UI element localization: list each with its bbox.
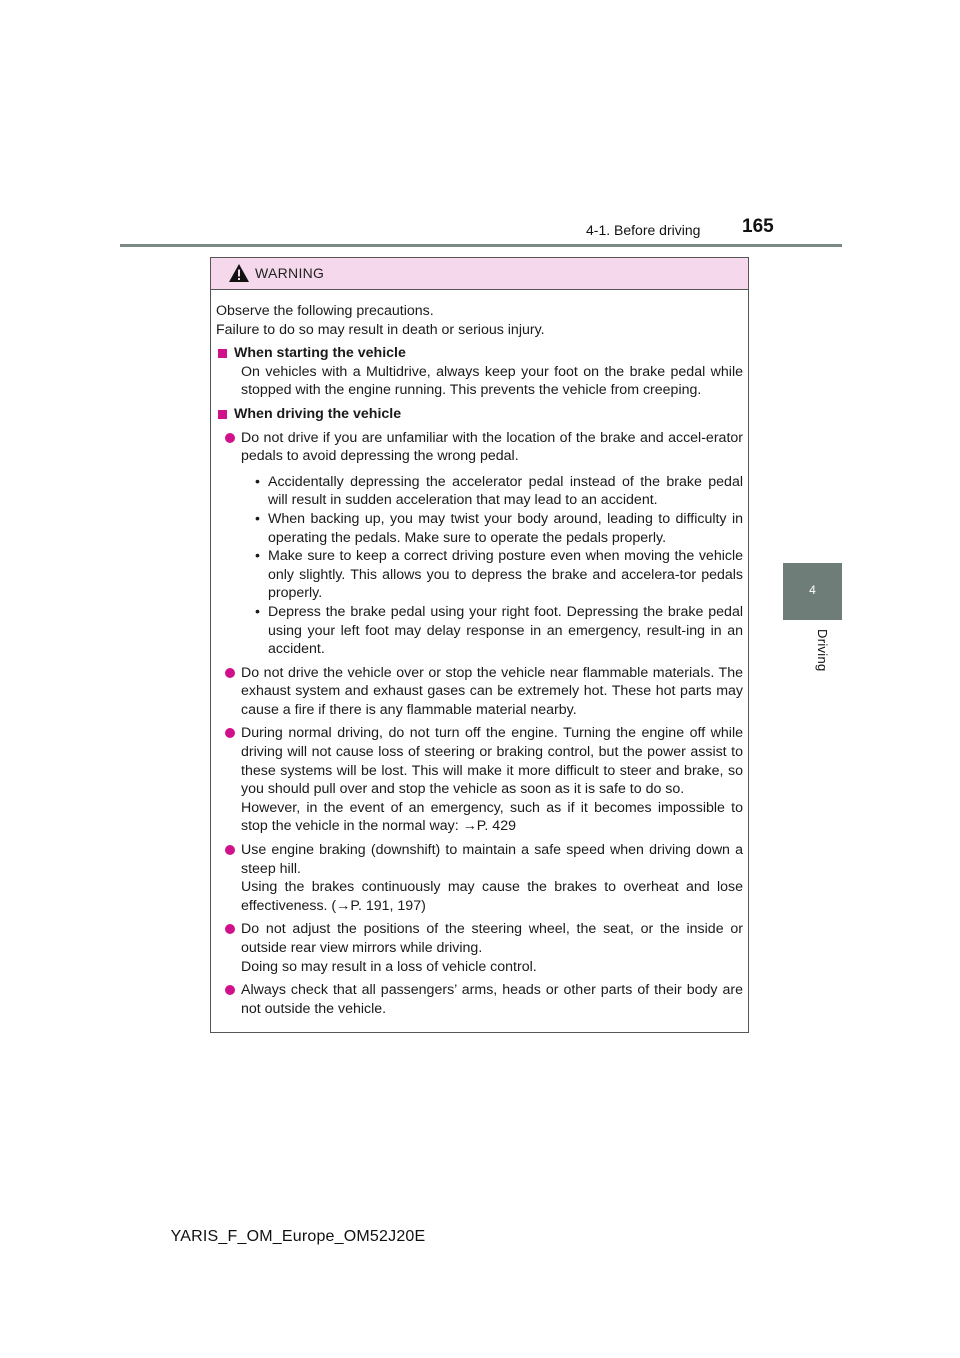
round-bullet-icon [225,433,235,443]
section-title: 4-1. Before driving [586,222,701,238]
bullet-engine-off: During normal driving, do not turn off the engine. Turning the engine off while driving will not cause loss of steering or braking control, but the power assist to these systems will be lost. This will make it more difficult to steer and brake, so you should pull over and stop the vehicle as soon as it is safe to do so. However, in the event of an emergency, such as if it becomes impossible to stop the vehicle in the normal way: →P. 429 [216,724,743,836]
warning-triangle-icon [228,263,250,283]
round-bullet-icon [225,845,235,855]
sub-item: • Depress the brake pedal using your right foot. Depressing the brake pedal using your left foot may delay response in an emergency, result-ing in an accident. [255,603,743,658]
round-bullet-icon [225,668,235,678]
chapter-label: Driving [815,629,830,672]
intro-line-1: Observe the following precautions. [216,303,434,319]
warning-body [211,290,748,1018]
chapter-tab [783,563,842,620]
warning-box [210,257,749,1033]
round-bullet-icon [225,985,235,995]
heading-starting: When starting the vehicle [216,344,743,363]
pedal-sub-list [216,473,743,659]
starting-text: On vehicles with a Multidrive, always keep your foot on the brake pedal while stopped with the engine running. This prevents the vehicle from creeping. [241,363,743,399]
page-number: 165 [742,216,774,237]
warning-title: WARNING [255,265,325,281]
sub-item: • When backing up, you may twist your body around, leading to difficulty in operating the pedals. Make sure to operate the pedals properly. [255,510,743,546]
page-header [0,0,960,250]
header-rule [120,244,842,247]
heading-driving: When driving the vehicle [216,405,743,424]
intro-line-2: Failure to do so may result in death or serious injury. [216,321,545,338]
square-bullet-icon [218,349,227,358]
square-bullet-icon [218,410,227,419]
bullet-engine-braking: Use engine braking (downshift) to maintain a safe speed when driving down a steep hill. Using the brakes continuously may cause the brakes to overheat and lose effectiveness. (→P. 191, 197) [216,841,743,915]
sub-item: • Accidentally depressing the accelerator pedal instead of the brake pedal will result in sudden acceleration that may lead to an accident. [255,473,743,509]
intro-text [216,302,743,339]
round-bullet-icon [225,924,235,934]
bullet-passengers: Always check that all passengers’ arms, heads or other parts of their body are not outside the vehicle. [216,981,743,1018]
round-bullet-icon [225,728,235,738]
bullet-pedals: Do not drive if you are unfamiliar with the location of the brake and accel-erator pedals to avoid depressing the wrong pedal. • Accidentally depressing the accelerator pedal instead of the brake pedal will result in sudden acceleration that may lead to an accident. • When backing up, you may twist your body around, leading to difficulty in operating the pedals. Make sure to operate the pedals properly. • Make sure to keep a correct driving posture even when moving the vehicle only slightly. This allows you to depress the brake and accelera-tor pedals properly. • Depress the brake pedal using your right foot. Depressing the brake pedal using your left foot may delay response in an emergency, result-ing in an accident. [216,429,743,659]
warning-header [211,258,748,290]
document-code: YARIS_F_OM_Europe_OM52J20E [170,1228,426,1245]
chapter-number: 4 [809,583,816,597]
sub-item: • Make sure to keep a correct driving posture even when moving the vehicle only slightly. This allows you to depress the brake and accelera-tor pedals properly. [255,548,743,602]
bullet-adjust-positions: Do not adjust the positions of the steering wheel, the seat, or the inside or outside rear view mirrors while driving. Doing so may result in a loss of vehicle control. [216,920,743,976]
bullet-flammable: Do not drive the vehicle over or stop the vehicle near flammable materials. The exhaust system and exhaust gases can be extremely hot. These hot parts may cause a fire if there is any flammable material nearby. [216,664,743,720]
